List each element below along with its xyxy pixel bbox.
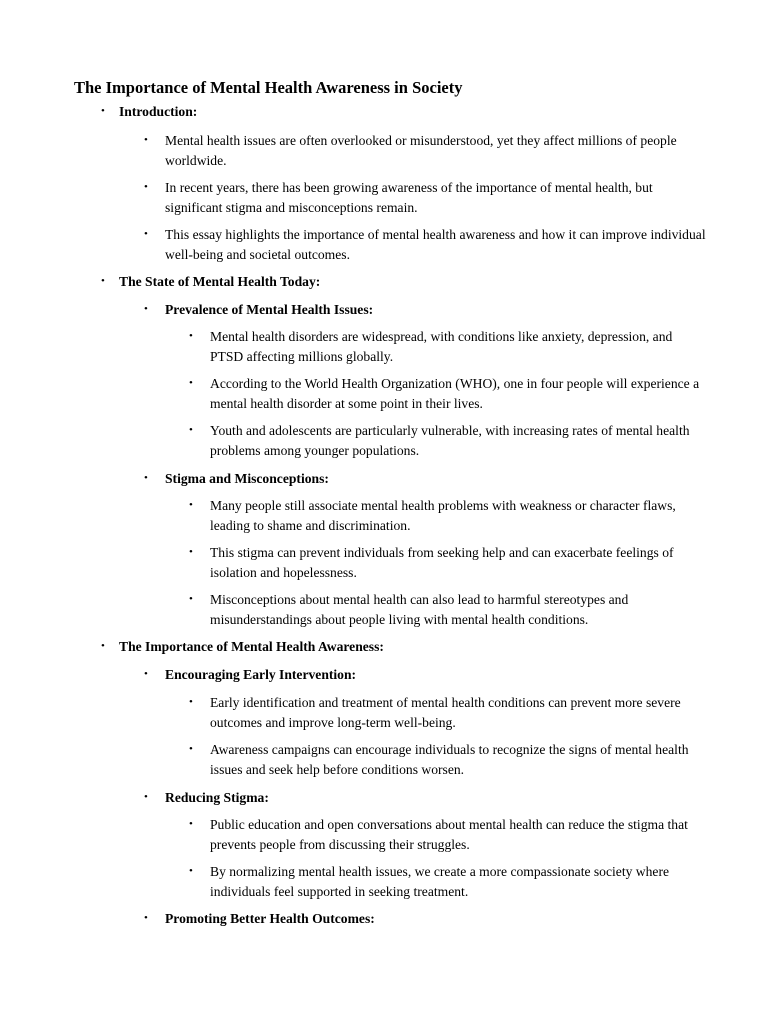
bullet-icon: •: [101, 275, 105, 287]
list-item-text: Early identification and treatment of mental health conditions can prevent more severe outcomes and improve long-term well-being.: [210, 695, 681, 730]
bullet-icon: •: [144, 181, 148, 193]
bullet-icon: •: [144, 912, 148, 924]
section-heading-importance-of-awareness: [101, 637, 384, 657]
list-item-text: This stigma can prevent individuals from seeking help and can exacerbate feelings of isolation and hopelessness.: [210, 545, 674, 580]
bullet-icon: •: [144, 134, 148, 146]
bullet-icon: •: [144, 303, 148, 315]
list-item: [189, 693, 700, 732]
bullet-icon: •: [189, 330, 193, 342]
list-item: [189, 421, 700, 460]
list-item-text: Misconceptions about mental health can also lead to harmful stereotypes and misunderstandings about people living with mental health conditions.: [210, 592, 629, 627]
subsection-heading-early-intervention: [144, 665, 710, 685]
bullet-icon: •: [189, 593, 193, 605]
list-item-text: Youth and adolescents are particularly vulnerable, with increasing rates of mental health problems among younger populations.: [210, 423, 690, 458]
list-item-text: Many people still associate mental health problems with weakness or character flaws, leading to shame and discrimination.: [210, 498, 676, 533]
list-item-text: Public education and open conversations about mental health can reduce the stigma that prevents people from discussing their struggles.: [210, 817, 688, 852]
list-item: [189, 815, 700, 854]
subsection-heading-reducing-stigma: [144, 788, 710, 808]
bullet-icon: •: [189, 865, 193, 877]
list-item: [189, 862, 700, 901]
subsection-heading-better-health-outcomes: [144, 909, 710, 929]
section-heading-introduction: [101, 102, 198, 122]
bullet-icon: •: [144, 668, 148, 680]
list-item: [189, 543, 700, 582]
subsection-heading-text: Reducing Stigma:: [165, 790, 269, 805]
bullet-icon: •: [189, 546, 193, 558]
list-item-text: By normalizing mental health issues, we create a more compassionate society where individuals feel supported in seeking treatment.: [210, 864, 670, 899]
bullet-icon: •: [101, 640, 105, 652]
list-item: [144, 225, 710, 264]
section-heading-text: The Importance of Mental Health Awareness:: [119, 639, 384, 654]
list-item: [189, 740, 700, 779]
section-heading-state-of-mental-health: [101, 272, 321, 292]
subsection-heading-text: Promoting Better Health Outcomes:: [165, 911, 375, 926]
section-heading-text: Introduction:: [119, 104, 198, 119]
bullet-icon: •: [144, 472, 148, 484]
bullet-icon: •: [189, 743, 193, 755]
bullet-icon: •: [189, 377, 193, 389]
subsection-heading-text: Prevalence of Mental Health Issues:: [165, 302, 374, 317]
list-item: [189, 590, 700, 629]
list-item-text: Mental health disorders are widespread, with conditions like anxiety, depression, and PTSD affecting millions globally.: [210, 329, 673, 364]
document-title: The Importance of Mental Health Awareness in Society: [74, 78, 463, 97]
bullet-icon: •: [101, 105, 105, 117]
list-item-text: This essay highlights the importance of mental health awareness and how it can improve individual well-being and societal outcomes.: [165, 227, 706, 262]
list-item: [189, 374, 700, 413]
list-item-text: According to the World Health Organization (WHO), one in four people will experience a mental health disorder at some point in their lives.: [210, 376, 700, 411]
bullet-icon: •: [144, 791, 148, 803]
subsection-heading-text: Stigma and Misconceptions:: [165, 471, 329, 486]
subsection-heading-prevalence: [144, 300, 710, 320]
bullet-icon: •: [189, 818, 193, 830]
bullet-icon: •: [189, 499, 193, 511]
subsection-heading-stigma-misconceptions: [144, 469, 710, 489]
bullet-icon: •: [189, 424, 193, 436]
list-item-text: Awareness campaigns can encourage individuals to recognize the signs of mental health issues and seek help before conditions worsen.: [210, 742, 689, 777]
list-item-text: In recent years, there has been growing awareness of the importance of mental health, but significant stigma and misconceptions remain.: [165, 180, 653, 215]
bullet-icon: •: [144, 228, 148, 240]
list-item-text: Mental health issues are often overlooked or misunderstood, yet they affect millions of people worldwide.: [165, 133, 677, 168]
list-item: [144, 131, 710, 170]
list-item: [189, 327, 700, 366]
subsection-heading-text: Encouraging Early Intervention:: [165, 667, 357, 682]
list-item: [189, 496, 700, 535]
list-item: [144, 178, 710, 217]
section-heading-text: The State of Mental Health Today:: [119, 274, 321, 289]
bullet-icon: •: [189, 696, 193, 708]
